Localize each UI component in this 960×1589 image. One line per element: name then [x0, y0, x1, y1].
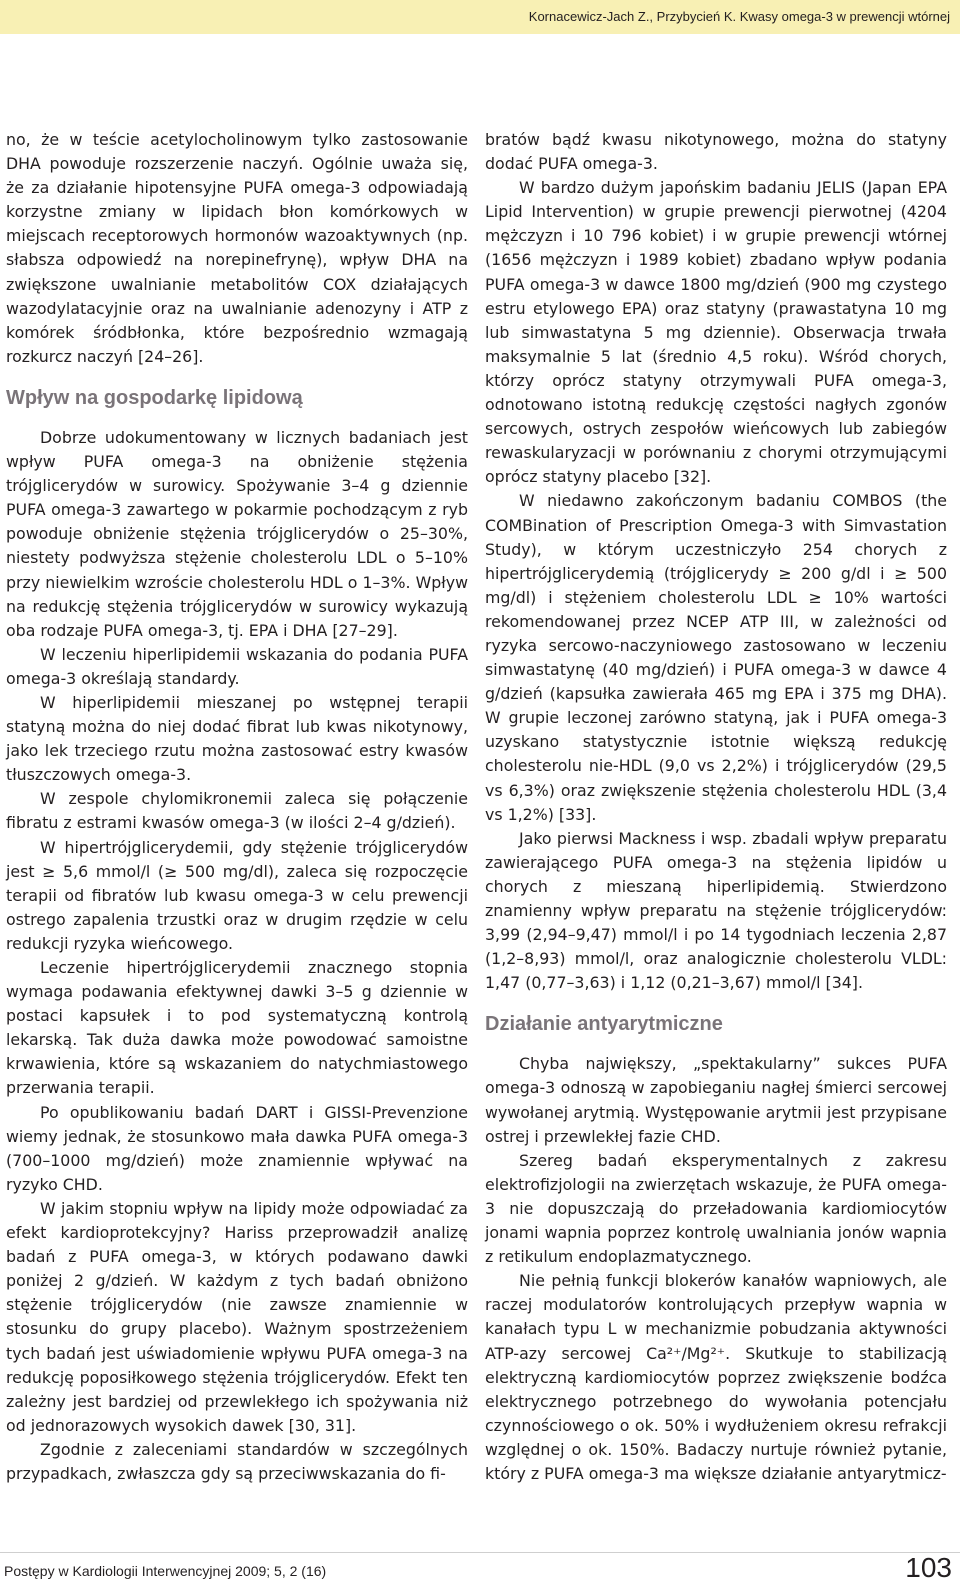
paragraph: Zgodnie z zaleceniami standardów w szczególnych przypadkach, zwłaszcza gdy są przeciwwskazania do fi- [6, 1439, 468, 1483]
paragraph: W leczeniu hiperlipidemii wskazania do podania PUFA omega-3 określają standardy. [6, 644, 468, 688]
header-bar [0, 0, 960, 34]
paragraph: W niedawno zakończonym badaniu COMBOS (the COMBination of Prescription Omega-3 with Simvastation Study), w którym uczestniczyło 254 chorych z hipertrójglicerydemią (trójglicerydy ≥ 200 g/dl i ≥ 500 mg/dl) i stężeniem cholesterolu LDL ≥ 10% wartości rekomendowanej przez NCEP ATP III, w zależności od ryzyka sercowo-naczyniowego zastosowano w leczeniu simwastatynę (40 mg/dzień) i PUFA omega-3 w dawce 4 g/dzień (kapsułka zawierała 465 mg EPA i 375 mg DHA). W grupie leczonej zarówno statyną, jak i PUFA omega-3 uzyskano statystycznie istotnie większą redukcję cholesterolu nie-HDL (9,0 vs 2,2%) i trójglicerydów (29,5 vs 6,3%) oraz zwiększenie stężenia cholesterolu HDL (3,4 vs 1,2%) [33]. [485, 491, 947, 824]
left-column [6, 128, 468, 1486]
paragraph: W bardzo dużym japońskim badaniu JELIS (Japan EPA Lipid Intervention) w grupie prewencji pierwotnej (4204 mężczyzn i 10 796 kobiet) i w grupie prewencji wtórnej (1656 mężczyzn i 1989 kobiet) zbadano wpływ podania PUFA omega-3 w dawce 1800 mg/dzień (900 mg czystego estru etylowego EPA) oraz statyny (prawastatyna 10 mg lub simwastatyna 5 mg dziennie). Obserwacja trwała maksymalnie 5 lat (średnio 4,5 roku). Wśród chorych, którzy oprócz statyny otrzymywali PUFA omega-3, odnotowano istotną redukcję częstości nagłych zgonów sercowych, ostrych zespołów wieńcowych lub zabiegów rewaskularyzacji w porównaniu z chorymi otrzymującymi oprócz statyny placebo [32]. [485, 178, 947, 487]
page-number: 103 [905, 1552, 952, 1583]
paragraph: W hipertrójglicerydemii, gdy stężenie trójglicerydów jest ≥ 5,6 mmol/l (≥ 500 mg/dl), zaleca się rozpoczęcie terapii od fibratów lub kwasu omega-3 w celu prewencji ostrego zapalenia trzustki oraz w drugim rzędzie w celu redukcji ryzyka wieńcowego. [6, 837, 468, 953]
paragraph: Chyba największy, „spektakularny” sukces PUFA omega-3 odnoszą w zapobieganiu nagłej śmierci sercowej wywołanej arytmią. Występowanie arytmii jest przypisane ostrej i przewlekłej fazie CHD. [485, 1054, 947, 1146]
section-heading-antiarrhythmic: Działanie antyarytmiczne [485, 1013, 723, 1036]
paragraph: Szereg badań eksperymentalnych z zakresu elektrofizjologii na zwierzętach wskazuje, że PUFA omega-3 nie dopuszczają do przeładowania kardiomiocytów jonami wapnia poprzez kontrolę uwalniania jonów wapnia z retikulum endoplazmatycznego. [485, 1150, 947, 1267]
paragraph: Po opublikowaniu badań DART i GISSI-Prevenzione wiemy jednak, że stosunkowo mała dawka PUFA omega-3 (700–1000 mg/dzień) może znamiennie wpływać na ryzyko CHD. [6, 1102, 468, 1194]
paragraph: Jako pierwsi Mackness i wsp. zbadali wpływ preparatu zawierającego PUFA omega-3 na stężenia lipidów u chorych z mieszaną hiperlipidemią. Stwierdzono znamienny wpływ preparatu na stężenie trójglicerydów: 3,99 (2,94–9,47) mmol/l i po 14 tygodniach leczenia 2,87 (1,2–8,93) mmol/l, oraz analogicznie cholesterolu VLDL: 1,47 (0,77–3,63) i 1,12 (0,21–3,67) mmol/l [34]. [485, 828, 947, 993]
paragraph: Dobrze udokumentowany w licznych badaniach jest wpływ PUFA omega-3 na obniżenie stężenia trójglicerydów w surowicy. Spożywanie 3–4 g dziennie PUFA omega-3 zawartego w pokarmie pochodzącym z ryb powoduje obniżenie stężenia trójglicerydów o 25–30%, niestety podwyższa stężenie cholesterolu LDL o 5–10% przy niewielkim wzroście cholesterolu HDL o 1–3%. Wpływ na redukcję stężenia trójglicerydów w surowicy wykazują oba rodzaje PUFA omega-3, tj. EPA i DHA [27–29]. [6, 427, 468, 640]
paragraph: W jakim stopniu wpływ na lipidy może odpowiadać za efekt kardioprotekcyjny? Hariss przeprowadził analizę badań z PUFA omega-3, w których podawano dawki poniżej 2 g/dzień. W każdym z tych badań obniżono stężenie trójglicerydów (nie zawsze znamiennie w stosunku do grupy placebo). Ważnym spostrzeżeniem tych badań jest uświadomienie wpływu PUFA omega-3 na redukcję poposiłkowego stężenia trójglicerydów. Efekt ten zależny jest bardziej od przewlekłego ich spożywania niż od jednorazowych wysokich dawek [30, 31]. [6, 1198, 468, 1435]
paragraph: W hiperlipidemii mieszanej po wstępnej terapii statyną można do niej dodać fibrat lub kwas nikotynowy, jako lek trzeciego rzutu można zastosować estry kwasów tłuszczowych omega-3. [6, 692, 468, 785]
footer-journal-citation: Postępy w Kardiologii Interwencyjnej 2009; 5, 2 (16) [4, 1563, 327, 1579]
paragraph: Leczenie hipertrójglicerydemii znacznego stopnia wymaga podawania efektywnej dawki 3–5 g dziennie w postaci kapsułek i to pod systematyczną kontrolą lekarską. Tak duża dawka może powodować samoistne krwawienia, które są wskazaniem do natychmiastowego przerwania terapii. [6, 958, 468, 1098]
paragraph: no, że w teście acetylocholinowym tylko zastosowanie DHA powoduje rozszerzenie naczyń. Ogólnie uważa się, że za działanie hipotensyjne PUFA omega-3 odpowiadają korzystne zmiany w lipidach błon komórkowych w miejscach receptorowych hormonów wazoaktywnych (np. słabsza odpowiedź na norepinefrynę), wpływ DHA na zwiększone uwalnianie metabolitów COX działających wazodylatacyjnie oraz na uwalnianie adenozyny i ATP z komórek śródbłonka, które bezpośrednio wzmagają rozkurcz naczyń [24–26]. [6, 130, 468, 366]
paragraph: bratów bądź kwasu nikotynowego, można do statyny dodać PUFA omega-3. [485, 130, 947, 174]
paragraph: Nie pełnią funkcji blokerów kanałów wapniowych, ale raczej modulatorów kontrolujących przepływ wapnia w kanałach typu L w mechanizmie pobudzania aktywności ATP-azy sercowej Ca²⁺/Mg²⁺. Skutkuje to stabilizacją elektryczną kardiomiocytów poprzez zwiększenie bodźca elektrycznego potrzebnego do wywołania potencjału czynnościowego o ok. 50% i wydłużeniem okresu refrakcji względnej o ok. 150%. Badaczy nurtuje również pytanie, który z PUFA omega-3 ma większe działanie antyarytmicz- [485, 1271, 947, 1483]
right-column [485, 128, 947, 1486]
paragraph: W zespole chylomikronemii zaleca się połączenie fibratu z estrami kwasów omega-3 (w ilości 2–4 g/dzień). [6, 789, 468, 833]
section-heading-lipid: Wpływ na gospodarkę lipidową [6, 386, 303, 409]
footer-divider [0, 1552, 960, 1553]
running-title: Kornacewicz-Jach Z., Przybycień K. Kwasy omega-3 w prewencji wtórnej [528, 9, 950, 24]
